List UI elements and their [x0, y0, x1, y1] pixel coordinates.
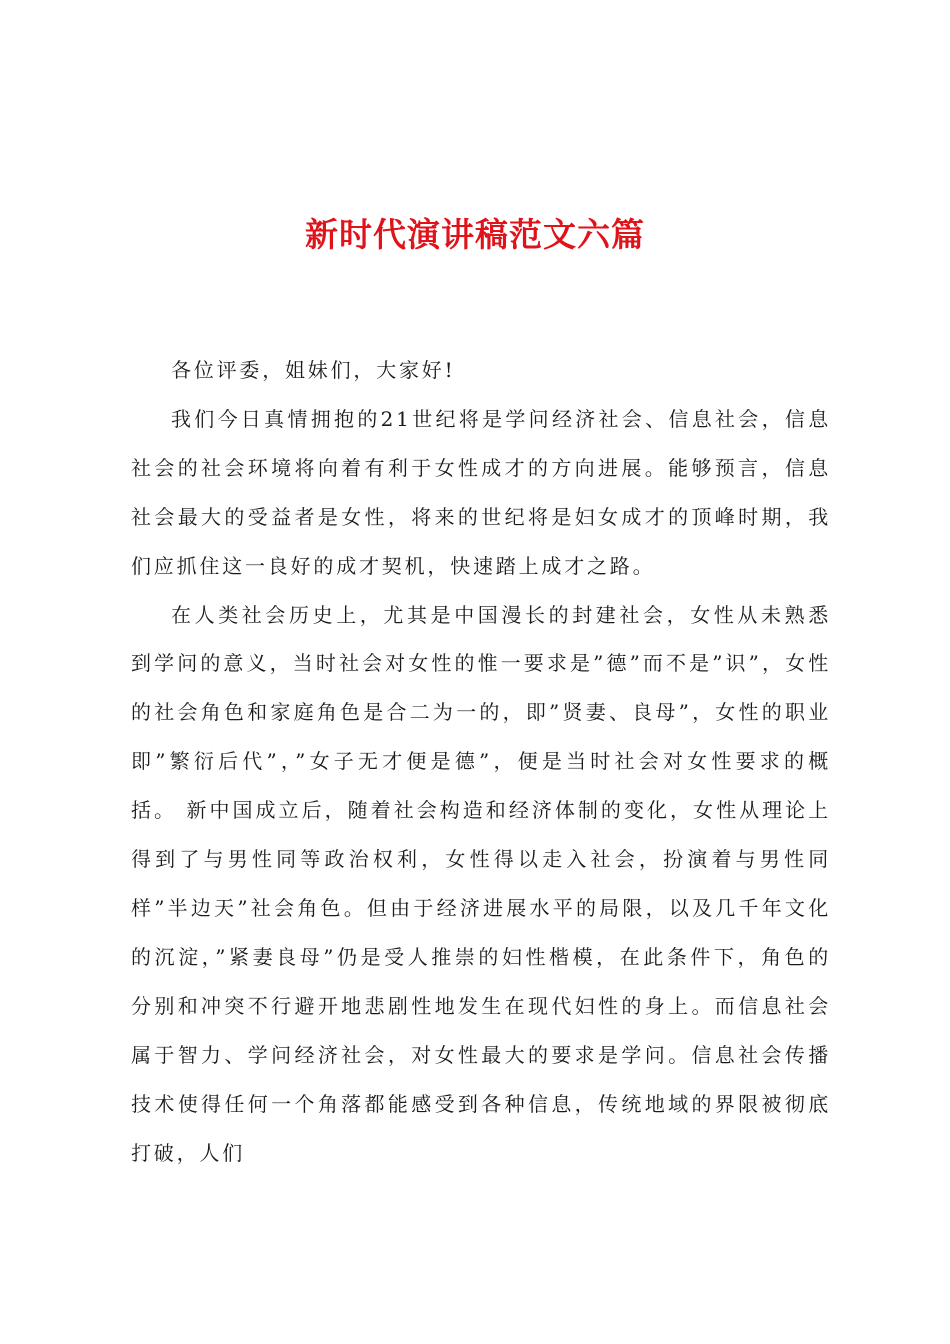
document-body — [131, 346, 831, 1177]
paragraph-intro: 我们今日真情拥抱的21世纪将是学问经济社会、信息社会，信息社会的社会环境将向着有利于女性成才的方向进展。能够预言，信息社会最大的受益者是女性，将来的世纪将是妇女成才的顶峰时期，我们应抓住这一良好的成才契机，快速踏上成才之路。 — [131, 406, 831, 578]
paragraph-greeting: 各位评委，姐妹们，大家好! — [171, 358, 456, 382]
paragraph-history: 在人类社会历史上，尤其是中国漫长的封建社会，女性从未熟悉到学问的意义，当时社会对女性的惟一要求是”德”而不是”识”，女性的社会角色和家庭角色是合二为一的，即”贤妻、良母”，女性的职业即”繁衍后代”，”女子无才便是德”，便是当时社会对女性要求的概括。 新中国成立后，随着社会构造和经济体制的变化，女性从理论上得到了与男性同等政治权利，女性得以走入社会，扮演着与男性同样”半边天”社会角色。但由于经济进展水平的局限，以及几千年文化的沉淀，”紧妻良母”仍是受人推崇的妇性楷模，在此条件下，角色的分别和冲突不行避开地悲剧性地发生在现代妇性的身上。而信息社会属于智力、学问经济社会，对女性最大的要求是学问。信息社会传播技术使得任何一个角落都能感受到各种信息，传统地域的界限被彻底打破，人们 — [131, 602, 831, 1165]
document-title: 新时代演讲稿范文六篇 — [305, 215, 645, 254]
